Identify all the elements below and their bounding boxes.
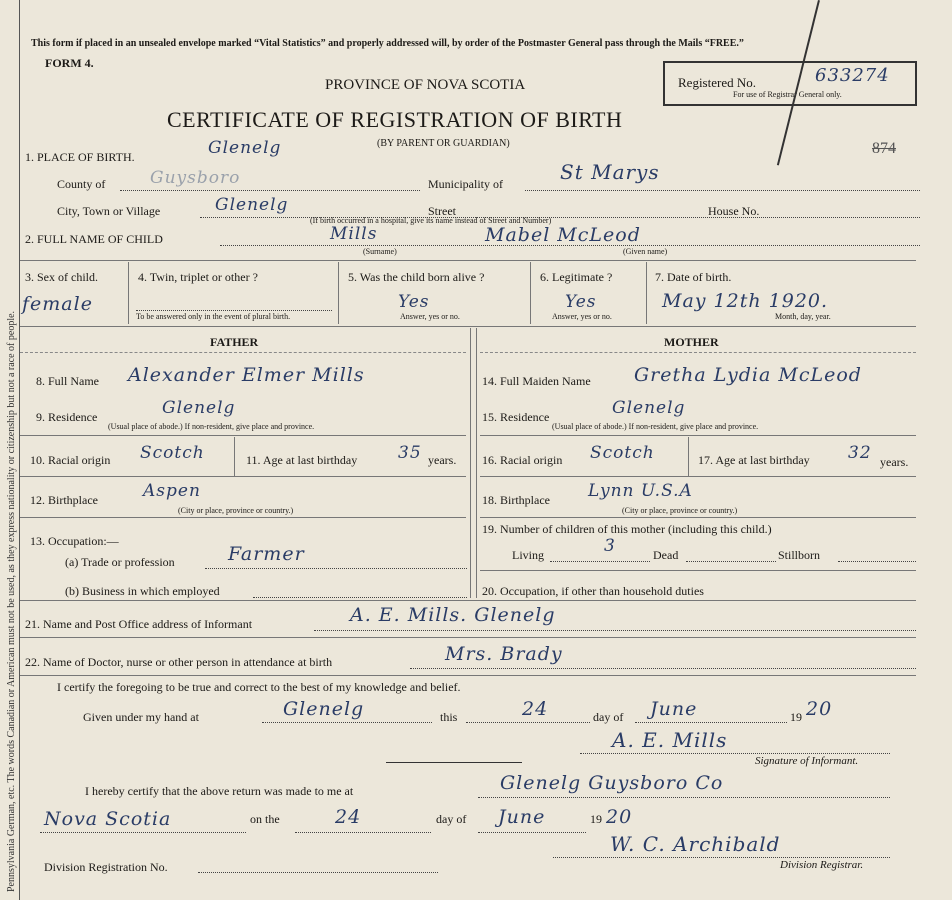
mother-birth-label: 18. Birthplace — [482, 493, 550, 507]
legitimate-label: 6. Legitimate ? — [540, 270, 613, 284]
rule — [338, 262, 339, 324]
father-race-label: 10. Racial origin — [30, 453, 111, 467]
mother-age: 32 — [848, 443, 872, 463]
reg-province-line — [40, 832, 246, 833]
cert-month: June — [650, 698, 698, 720]
dead-label: Dead — [653, 548, 679, 562]
business-line — [253, 597, 467, 598]
twin-label: 4. Twin, triplet or other ? — [138, 270, 258, 284]
division-line — [198, 872, 438, 873]
stillborn-line — [838, 561, 916, 562]
reg-province: Nova Scotia — [44, 808, 172, 830]
county-line — [120, 190, 420, 191]
child-given-name: Mabel McLeod — [485, 224, 641, 246]
county-label: County of — [57, 177, 106, 191]
mother-res: Glenelg — [612, 398, 686, 418]
mother-race-label: 16. Racial origin — [482, 453, 563, 467]
rule — [20, 435, 466, 436]
side-note: Pennsylvania German, etc. The words Canadian or American must not be used, as they express nationality or citizenship but not a race of people. — [6, 310, 17, 892]
rule — [20, 600, 916, 601]
father-res-label: 9. Residence — [36, 410, 98, 424]
trade-label: (a) Trade or profession — [65, 555, 175, 569]
informant-line — [314, 630, 916, 631]
mother-name: Gretha Lydia McLeod — [634, 364, 862, 386]
father-res-note: (Usual place of abode.) If non-resident, give place and province. — [108, 422, 315, 431]
living-line — [550, 561, 650, 562]
rule — [20, 352, 466, 353]
alive-label: 5. Was the child born alive ? — [348, 270, 485, 284]
trade-line — [205, 568, 467, 569]
reg-month: June — [498, 806, 546, 828]
legitimate-value: Yes — [565, 292, 597, 312]
rule — [128, 262, 129, 324]
rule — [234, 437, 235, 476]
sex-value: female — [22, 293, 93, 315]
mail-note: This form if placed in an unsealed envelope marked “Vital Statistics” and properly addressed will, by order of the Postmaster General pass through the Mails “FREE.” — [31, 38, 744, 49]
mother-birth-note: (City or place, province or country.) — [622, 506, 738, 515]
city-label: City, Town or Village — [57, 204, 161, 218]
living-label: Living — [512, 548, 544, 562]
municipality-line — [525, 190, 920, 191]
place-label: 1. PLACE OF BIRTH. — [25, 150, 135, 164]
business-label: (b) Business in which employed — [65, 584, 220, 598]
informant-value: A. E. Mills. Glenelg — [350, 604, 556, 626]
mother-birth: Lynn U.S.A — [588, 481, 693, 501]
margin-line — [19, 0, 20, 900]
on-label: on the — [250, 812, 280, 826]
signature-label: Signature of Informant. — [755, 755, 859, 767]
rule — [688, 437, 689, 476]
house-label: House No. — [708, 204, 760, 218]
child-surname: Mills — [330, 224, 378, 244]
given-line — [262, 722, 432, 723]
cert-day-line — [466, 722, 590, 723]
father-name: Alexander Elmer Mills — [128, 364, 365, 386]
father-birth: Aspen — [143, 481, 201, 501]
reg-day: 24 — [335, 806, 362, 828]
twin-line — [136, 310, 332, 311]
rule — [480, 476, 916, 477]
informant-signature: A. E. Mills — [612, 728, 728, 752]
sex-label: 3. Sex of child. — [25, 270, 98, 284]
alive-note: Answer, yes or no. — [400, 312, 460, 321]
given-label: Given under my hand at — [83, 710, 199, 724]
signature-line — [580, 753, 890, 754]
mother-heading: MOTHER — [664, 335, 719, 349]
city-line — [200, 217, 920, 218]
rule — [646, 262, 647, 324]
father-heading: FATHER — [210, 335, 259, 349]
registered-note: For use of Registrar General only. — [733, 90, 842, 99]
rule — [20, 476, 466, 477]
form-number: FORM 4. — [45, 56, 94, 70]
rule — [470, 328, 471, 598]
this-label: this — [440, 710, 458, 724]
living-value: 3 — [604, 536, 616, 556]
city-value: Glenelg — [215, 195, 289, 215]
mother-age-label: 17. Age at last birthday — [698, 453, 810, 467]
cert-day: 24 — [522, 698, 549, 720]
reg-place-line — [478, 797, 890, 798]
alive-value: Yes — [398, 292, 430, 312]
date-label: 7. Date of birth. — [655, 270, 732, 284]
father-race: Scotch — [140, 443, 205, 463]
informant-label: 21. Name and Post Office address of Informant — [25, 617, 253, 631]
rule — [20, 675, 916, 676]
rule — [20, 326, 916, 327]
mother-occupation-label: 20. Occupation, if other than household duties — [482, 584, 704, 598]
rule — [20, 637, 916, 638]
mother-res-note: (Usual place of abode.) If non-resident, give place and province. — [552, 422, 759, 431]
rule — [480, 517, 916, 518]
corner-mark: 874 — [872, 140, 896, 157]
father-age: 35 — [398, 443, 422, 463]
rule — [386, 762, 522, 763]
dayof-label: day of — [593, 710, 624, 724]
twin-note: To be answered only in the event of plural birth. — [136, 312, 291, 321]
year-prefix: 19 — [790, 710, 802, 724]
registrar-line — [553, 857, 890, 858]
rule — [480, 570, 916, 571]
county-value: Guysboro — [150, 168, 241, 188]
cert-text: I certify the foregoing to be true and correct to the best of my knowledge and belief. — [57, 680, 461, 694]
division-label: Division Registration No. — [44, 860, 168, 874]
reg-place: Glenelg Guysboro Co — [500, 772, 724, 794]
given-place: Glenelg — [283, 698, 365, 720]
father-name-label: 8. Full Name — [36, 374, 99, 388]
registrar-label: Division Registrar. — [780, 859, 864, 871]
cert-month-line — [635, 722, 787, 723]
father-res: Glenelg — [162, 398, 236, 418]
rule — [480, 435, 916, 436]
place-value: Glenelg — [208, 138, 282, 158]
province-heading: PROVINCE OF NOVA SCOTIA — [325, 77, 526, 93]
rule — [20, 517, 466, 518]
cert-year: 20 — [806, 698, 833, 720]
registered-label: Registered No. — [678, 75, 756, 90]
father-years: years. — [428, 453, 457, 467]
date-value: May 12th 1920. — [662, 290, 829, 312]
mother-race: Scotch — [590, 443, 655, 463]
reg-text: I hereby certify that the above return was made to me at — [85, 784, 354, 798]
reg-year: 20 — [606, 806, 633, 828]
municipality-label: Municipality of — [428, 177, 503, 191]
certificate-title: CERTIFICATE OF REGISTRATION OF BIRTH — [167, 107, 623, 132]
certificate-subtitle: (BY PARENT OR GUARDIAN) — [377, 138, 510, 149]
father-birth-note: (City or place, province or country.) — [178, 506, 294, 515]
municipality-value: St Marys — [560, 160, 660, 184]
rule — [476, 328, 477, 598]
father-birth-label: 12. Birthplace — [30, 493, 98, 507]
reg-dayof-label: day of — [436, 812, 467, 826]
dead-line — [686, 561, 776, 562]
reg-year-prefix: 19 — [590, 812, 602, 826]
father-age-label: 11. Age at last birthday — [246, 453, 358, 467]
mother-name-label: 14. Full Maiden Name — [482, 374, 591, 388]
occupation-label: 13. Occupation:— — [30, 534, 119, 548]
trade-value: Farmer — [228, 543, 305, 565]
mother-res-label: 15. Residence — [482, 410, 550, 424]
registered-number: 633274 — [815, 65, 890, 86]
reg-month-line — [478, 832, 586, 833]
rule — [530, 262, 531, 324]
legitimate-note: Answer, yes or no. — [552, 312, 612, 321]
rule — [480, 352, 916, 353]
street-label: Street — [428, 204, 456, 218]
doctor-label: 22. Name of Doctor, nurse or other person in attendance at birth — [25, 655, 333, 669]
doctor-line — [410, 668, 916, 669]
child-label: 2. FULL NAME OF CHILD — [25, 232, 163, 246]
rule — [20, 260, 916, 261]
date-note: Month, day, year. — [775, 312, 831, 321]
children-label: 19. Number of children of this mother (including this child.) — [482, 522, 772, 536]
hospital-note: (If birth occurred in a hospital, give its name instead of Street and Number) — [310, 216, 552, 225]
doctor-value: Mrs. Brady — [445, 643, 563, 665]
given-name-note: (Given name) — [623, 247, 668, 256]
mother-years: years. — [880, 455, 909, 469]
reg-day-line — [295, 832, 431, 833]
stillborn-label: Stillborn — [778, 548, 821, 562]
surname-note: (Surname) — [363, 247, 397, 256]
registrar-signature: W. C. Archibald — [610, 832, 781, 856]
